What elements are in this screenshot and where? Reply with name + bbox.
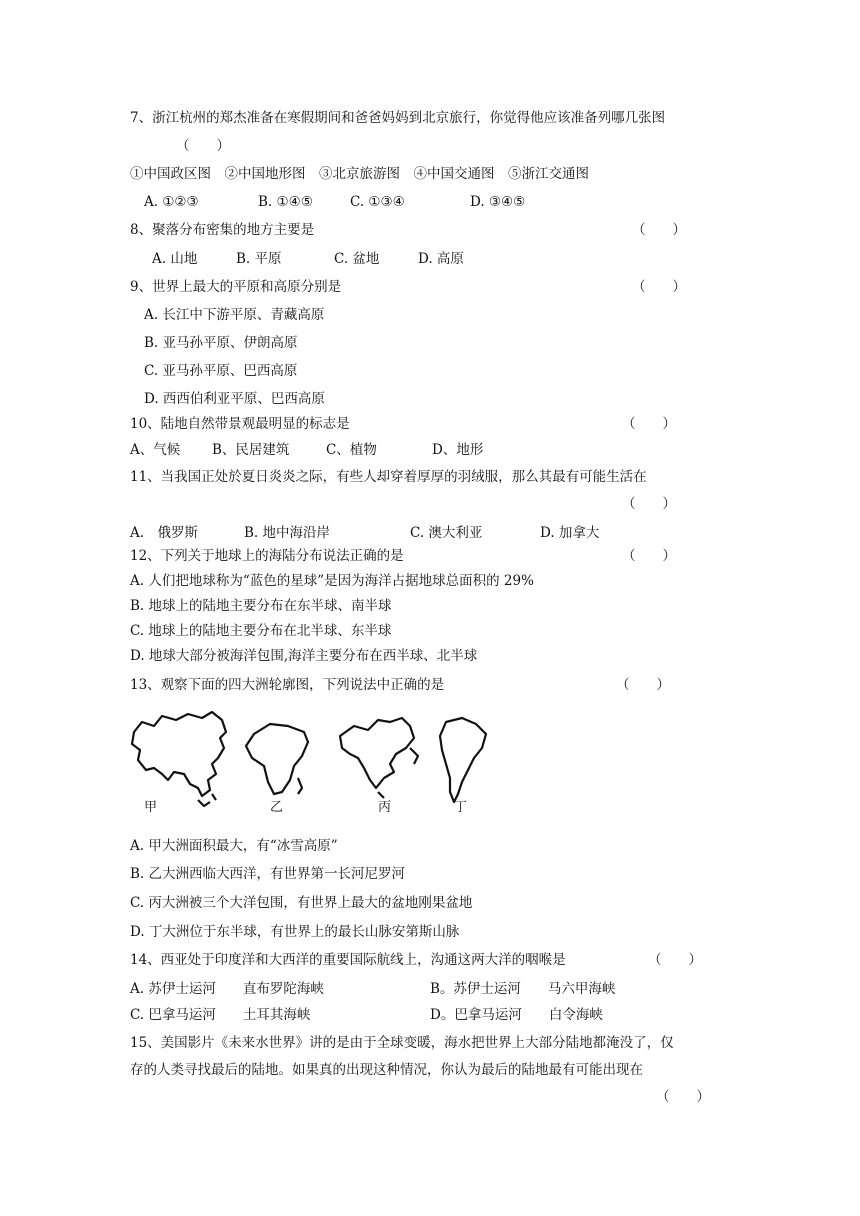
continent-outlines-svg xyxy=(128,708,508,820)
question-10-answer-paren: （ ） xyxy=(622,416,676,432)
question-9-option-b: B. 亚马孙平原、伊朗高原 xyxy=(144,335,298,351)
question-10-stem: 10、陆地自然带景观最明显的标志是 xyxy=(130,416,350,432)
continent-bing-outline xyxy=(340,718,414,788)
question-14-answer-paren: （ ） xyxy=(648,952,702,968)
question-12-option-c: C. 地球上的陆地主要分布在北半球、东半球 xyxy=(130,623,392,639)
question-10-option-a: A、气候 xyxy=(130,442,181,458)
question-12-option-a: A. 人们把地球称为“蓝色的星球”是因为海洋占据地球总面积的 29% xyxy=(130,573,534,589)
question-14-stem: 14、西亚处于印度洋和大西洋的重要国际航线上，沟通这两大洋的咽喉是 xyxy=(130,952,566,968)
question-9-option-a: A. 长江中下游平原、青藏高原 xyxy=(144,307,325,323)
question-12-answer-paren: （ ） xyxy=(622,548,676,564)
question-12-stem: 12、下列关于地球上的海陆分布说法正确的是 xyxy=(130,548,404,564)
question-10-option-d: D、地形 xyxy=(432,442,484,458)
question-9-option-c: C. 亚马孙平原、巴西高原 xyxy=(144,363,298,379)
question-11-option-d: D. 加拿大 xyxy=(540,525,600,541)
question-7-answer-paren: （ ） xyxy=(176,138,230,154)
question-14-option-d: D。巴拿马运河 白令海峡 xyxy=(430,1007,603,1023)
question-10-option-b: B、民居建筑 xyxy=(212,442,290,458)
question-7-stem: 7、浙江杭州的郑杰准备在寒假期间和爸爸妈妈到北京旅行，你觉得他应该准备列哪几张图 xyxy=(130,110,666,126)
continent-ding-outline xyxy=(440,718,486,802)
question-13-option-a: A. 甲大洲面积最大，有“冰雪高原” xyxy=(130,838,338,854)
question-13-answer-paren: （ ） xyxy=(616,677,670,693)
question-14-option-b: B。苏伊士运河 马六甲海峡 xyxy=(430,981,616,997)
continent-outline-figure xyxy=(128,708,508,820)
continent-jia-outline xyxy=(132,712,226,796)
question-13-option-d: D. 丁大洲位于东半球，有世界上的最长山脉安第斯山脉 xyxy=(130,924,460,940)
question-8-stem: 8、聚落分布密集的地方主要是 xyxy=(130,222,315,238)
question-7-option-b: B. ①④⑤ xyxy=(258,194,313,210)
question-9-stem: 9、世界上最大的平原和高原分别是 xyxy=(130,279,342,295)
question-11-option-b: B. 地中海沿岸 xyxy=(244,525,331,541)
question-11-option-c: C. 澳大利亚 xyxy=(410,525,483,541)
question-7-option-c: C. ①③④ xyxy=(350,194,405,210)
question-15-stem-line-2: 存的人类寻找最后的陆地。如果真的出现这种情况，你认为最后的陆地最有可能出现在 xyxy=(130,1062,643,1078)
question-8-option-a: A. 山地 xyxy=(152,251,198,267)
question-8-answer-paren: （ ） xyxy=(632,222,686,238)
question-10-option-c: C、植物 xyxy=(326,442,377,458)
question-13-option-b: B. 乙大洲西临大西洋，有世界第一长河尼罗河 xyxy=(130,866,406,882)
question-7-option-d: D. ③④⑤ xyxy=(470,194,526,210)
question-11-stem: 11、当我国正处於夏日炎炎之际，有些人却穿着厚厚的羽绒服，那么其最有可能生活在 xyxy=(130,469,647,485)
map-label-yi: 乙 xyxy=(270,800,284,815)
question-11-answer-paren: （ ） xyxy=(622,496,676,512)
question-13-stem: 13、观察下面的四大洲轮廓图，下列说法中正确的是 xyxy=(130,677,445,693)
question-7-option-a: A. ①②③ xyxy=(144,194,199,210)
question-8-option-c: C. 盆地 xyxy=(334,251,380,267)
question-15-stem-line-1: 15、美国影片《未来水世界》讲的是由于全球变暖，海水把世界上大部分陆地都淹没了，仅 xyxy=(130,1035,674,1051)
continent-yi-outline xyxy=(246,724,308,794)
map-label-jia: 甲 xyxy=(144,800,158,815)
question-9-option-d: D. 西西伯利亚平原、巴西高原 xyxy=(144,391,325,407)
question-12-option-b: B. 地球上的陆地主要分布在东半球、南半球 xyxy=(130,598,392,614)
question-11-option-a: A. 俄罗斯 xyxy=(130,525,199,541)
question-13-option-c: C. 丙大洲被三个大洋包围，有世界上最大的盆地刚果盆地 xyxy=(130,895,473,911)
question-15-answer-paren: （ ） xyxy=(656,1089,710,1105)
question-8-option-b: B. 平原 xyxy=(236,251,282,267)
question-12-option-d: D. 地球大部分被海洋包围,海洋主要分布在西半球、北半球 xyxy=(130,648,478,664)
question-8-option-d: D. 高原 xyxy=(418,251,464,267)
map-label-ding: 丁 xyxy=(454,800,468,815)
question-7-items: ①中国政区图 ②中国地形图 ③北京旅游图 ④中国交通图 ⑤浙江交通图 xyxy=(130,166,589,182)
question-14-option-c: C. 巴拿马运河 土耳其海峡 xyxy=(130,1007,311,1023)
map-label-bing: 丙 xyxy=(378,800,392,815)
question-14-option-a: A. 苏伊士运河 直布罗陀海峡 xyxy=(130,981,324,997)
question-9-answer-paren: （ ） xyxy=(632,279,686,295)
